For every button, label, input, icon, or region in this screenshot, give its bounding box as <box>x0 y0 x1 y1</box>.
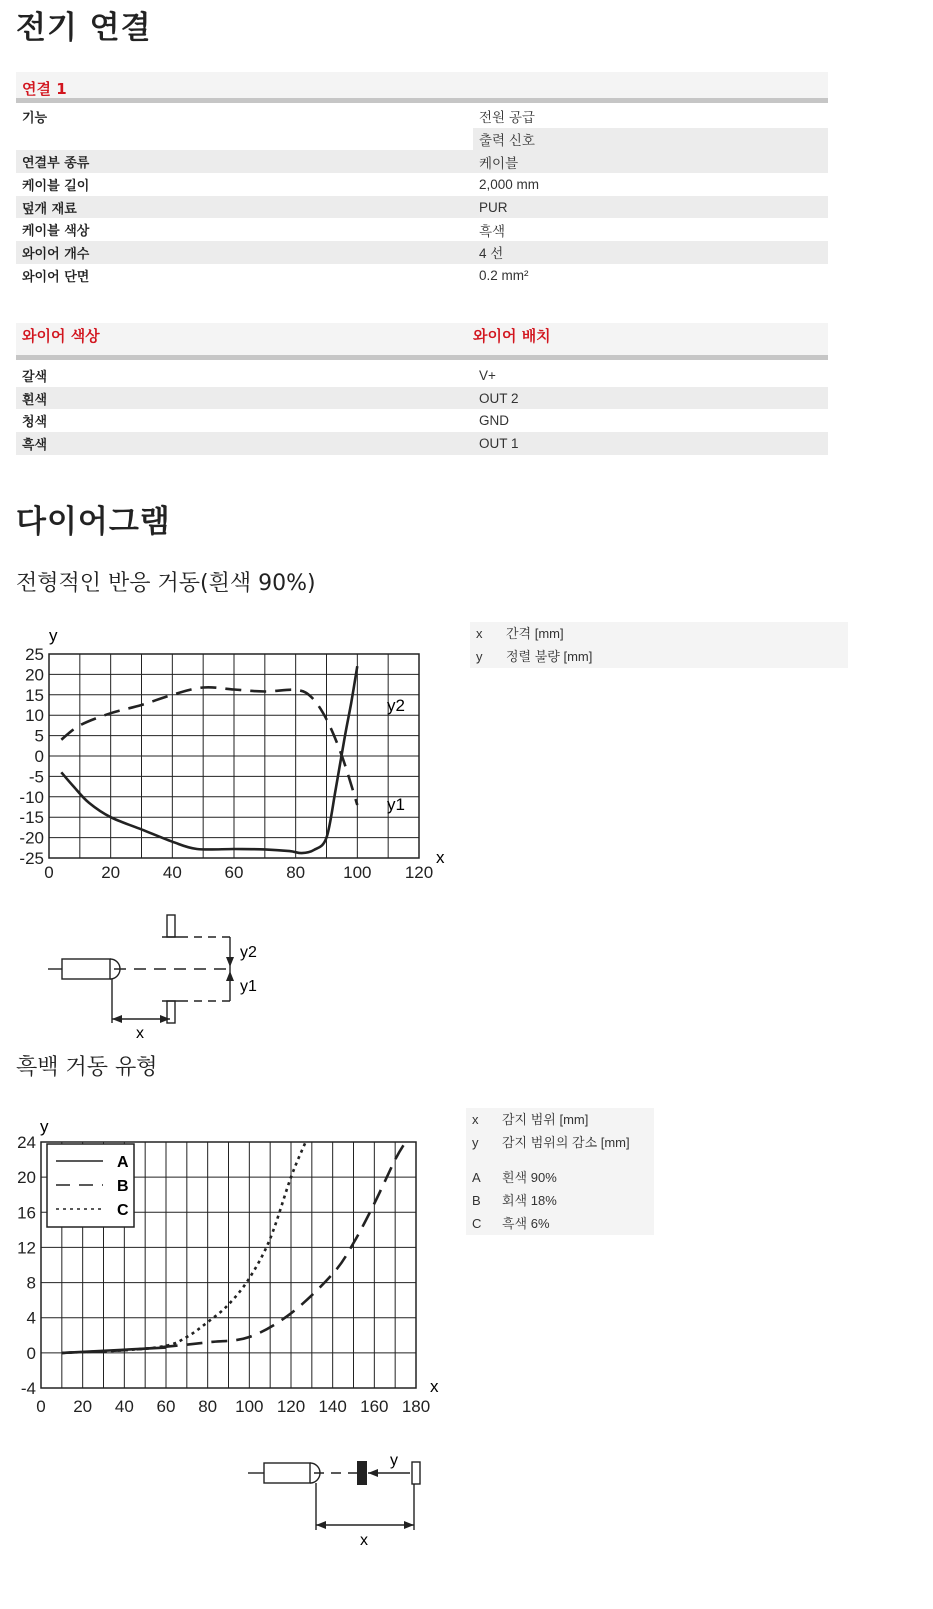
x-tick-label: 80 <box>198 1397 218 1416</box>
y-tick-label: 12 <box>17 1238 36 1258</box>
spec-key: 기능 <box>22 110 48 126</box>
y-tick-label: 0 <box>34 747 44 766</box>
wire-color: 갈색 <box>22 369 48 385</box>
table-row <box>16 387 828 410</box>
table-row <box>16 173 828 196</box>
legend-label-A: A <box>117 1154 129 1171</box>
table-row <box>16 241 828 264</box>
connection-table-header <box>16 72 828 103</box>
arrow-left-icon <box>316 1521 326 1529</box>
chart2-setup-sketch <box>240 1445 440 1550</box>
table-row <box>16 409 828 432</box>
wire-assignment: GND <box>479 413 509 429</box>
wire-assignment: OUT 1 <box>473 432 828 455</box>
spec-key: 덮개 재료 <box>16 196 473 219</box>
legend-symbol: x <box>476 626 483 641</box>
y-tick-label: 25 <box>25 645 44 664</box>
x-tick-label: 100 <box>343 863 372 882</box>
arrow-left-icon <box>368 1469 378 1477</box>
spec-value: PUR <box>473 196 828 219</box>
wire-assignment: OUT 2 <box>473 387 828 410</box>
arrow-right-icon <box>404 1521 414 1529</box>
x-tick-label: 120 <box>404 863 434 882</box>
legend-text: 흰색 90% <box>502 1170 557 1185</box>
chart1-series-label-y2: y2 <box>387 696 405 715</box>
diagrams-section-title: 다이어그램 <box>16 504 171 540</box>
spec-value: 전원 공급 <box>479 110 535 126</box>
wire-color-header: 와이어 색상 <box>22 327 100 345</box>
series-line-y2 <box>61 687 357 805</box>
chart1-setup-sketch <box>40 905 300 1045</box>
spec-key: 연결부 종류 <box>16 150 473 173</box>
x-tick-label: 140 <box>318 1397 347 1416</box>
legend-item <box>466 1166 654 1189</box>
x-tick-label: 20 <box>73 1397 93 1416</box>
wire-assignment-header: 와이어 배치 <box>473 327 551 345</box>
y-tick-label: -20 <box>19 828 44 848</box>
y-tick-label: -4 <box>20 1379 36 1398</box>
y-tick-label: -5 <box>28 767 44 787</box>
y-tick-label: 5 <box>34 726 44 746</box>
spec-key: 케이블 색상 <box>22 224 90 240</box>
chart1-y-axis-label: y <box>49 626 58 645</box>
legend-text: 정렬 불량 [mm] <box>506 649 593 664</box>
chart1-series-label-y1: y1 <box>387 795 405 814</box>
spec-key <box>16 128 473 151</box>
x-tick-label: 0 <box>36 1397 46 1416</box>
sketch-label-y: y <box>390 1452 398 1469</box>
chart2-title: 흑백 거동 유형 <box>16 1055 158 1080</box>
y-tick-label: 0 <box>26 1343 36 1363</box>
x-tick-label: 0 <box>44 863 54 882</box>
x-tick-label: 40 <box>162 863 182 882</box>
table-row <box>16 218 828 241</box>
x-tick-label: 180 <box>401 1397 431 1416</box>
arrow-up-icon <box>226 971 234 981</box>
sketch-label-y2: y2 <box>240 944 257 961</box>
chart1-grid <box>49 654 419 858</box>
legend-symbol: y <box>472 1135 479 1150</box>
electrical-section-title: 전기 연결 <box>16 10 152 46</box>
y-tick-label: 15 <box>25 685 44 705</box>
legend-symbol: y <box>476 649 483 664</box>
sketch-label-x: x <box>360 1532 368 1549</box>
wire-color: 청색 <box>22 415 48 431</box>
chart1-legend <box>470 622 848 668</box>
chart2-legend <box>466 1108 654 1235</box>
chart2-y-axis-label: y <box>40 1117 49 1136</box>
legend-item <box>466 1189 654 1212</box>
legend-symbol: x <box>472 1112 479 1127</box>
x-tick-label: 100 <box>235 1397 264 1416</box>
table-row <box>16 128 828 151</box>
arrow-down-icon <box>226 957 234 967</box>
connection-spec-table <box>16 105 828 287</box>
chart1-x-axis-label: x <box>436 848 445 867</box>
legend-item <box>466 1108 654 1131</box>
connection-label: 연결 1 <box>22 80 67 98</box>
chart1-plot <box>0 618 460 888</box>
sensor-housing-icon <box>264 1463 310 1483</box>
legend-text: 감지 범위의 감소 [mm] <box>502 1135 630 1150</box>
table-row <box>16 150 828 173</box>
sketch-label-x: x <box>136 1025 144 1042</box>
sketch-label-y1: y1 <box>240 978 257 995</box>
wire-table-header <box>16 323 828 360</box>
chart1-title: 전형적인 반응 거동(흰색 90%) <box>16 571 316 596</box>
y-tick-label: 20 <box>25 665 44 685</box>
x-tick-label: 60 <box>156 1397 176 1416</box>
sensor-housing-icon <box>62 959 110 979</box>
legend-text: 회색 18% <box>502 1193 557 1208</box>
arrow-left-icon <box>112 1015 122 1023</box>
legend-text: 흑색 6% <box>502 1216 550 1231</box>
y-tick-label: -25 <box>19 849 44 868</box>
legend-symbol: A <box>472 1170 481 1185</box>
series-line-y1 <box>61 666 357 853</box>
table-row <box>16 432 828 455</box>
chart2-legend-box <box>47 1144 134 1227</box>
spec-value: 4 선 <box>473 241 828 264</box>
legend-label-C: C <box>117 1202 129 1219</box>
y-tick-label: -15 <box>19 808 44 828</box>
chart1-series <box>61 666 357 853</box>
reference-target-icon <box>412 1462 420 1484</box>
wire-color: 흑색 <box>16 432 473 455</box>
legend-symbol: C <box>472 1216 482 1231</box>
table-row <box>16 364 828 387</box>
y-tick-label: 8 <box>26 1273 36 1293</box>
spec-value: 출력 신호 <box>473 128 828 151</box>
y-tick-label: -10 <box>19 787 44 807</box>
y-tick-label: 16 <box>17 1203 36 1223</box>
reflector-top-icon <box>167 915 175 937</box>
x-tick-label: 60 <box>224 863 244 882</box>
chart2-plot <box>0 1110 460 1420</box>
table-row <box>16 196 828 219</box>
spec-value: 흑색 <box>479 223 506 239</box>
x-tick-label: 40 <box>114 1397 134 1416</box>
black-target-icon <box>357 1461 367 1485</box>
spec-value: 2,000 mm <box>479 176 540 192</box>
chart2-x-axis-label: x <box>430 1377 439 1396</box>
y-tick-label: 10 <box>25 706 44 726</box>
table-row <box>16 105 828 128</box>
legend-item <box>470 622 848 645</box>
y-tick-label: 24 <box>17 1133 36 1152</box>
table-row <box>16 264 828 287</box>
x-tick-label: 20 <box>101 863 121 882</box>
spec-value: 케이블 <box>473 150 828 173</box>
wire-color: 흰색 <box>16 387 473 410</box>
y-tick-label: 4 <box>26 1308 36 1328</box>
x-tick-label: 80 <box>286 863 306 882</box>
chart1-tick-labels <box>19 645 433 882</box>
spec-key: 와이어 단면 <box>22 269 90 285</box>
legend-text: 간격 [mm] <box>506 626 564 641</box>
x-tick-label: 160 <box>360 1397 389 1416</box>
legend-text: 감지 범위 [mm] <box>502 1112 589 1127</box>
legend-item <box>470 645 848 668</box>
spec-key: 와이어 개수 <box>16 241 473 264</box>
spec-value: 0.2 mm² <box>479 267 529 283</box>
legend-symbol: B <box>472 1193 481 1208</box>
wire-assignment: V+ <box>479 367 496 383</box>
x-tick-label: 120 <box>276 1397 306 1416</box>
y-tick-label: 20 <box>17 1168 36 1188</box>
legend-item <box>466 1212 654 1235</box>
legend-label-B: B <box>117 1178 129 1195</box>
spec-key: 케이블 길이 <box>22 178 90 194</box>
wire-spec-table <box>16 364 828 455</box>
legend-item <box>466 1131 654 1154</box>
